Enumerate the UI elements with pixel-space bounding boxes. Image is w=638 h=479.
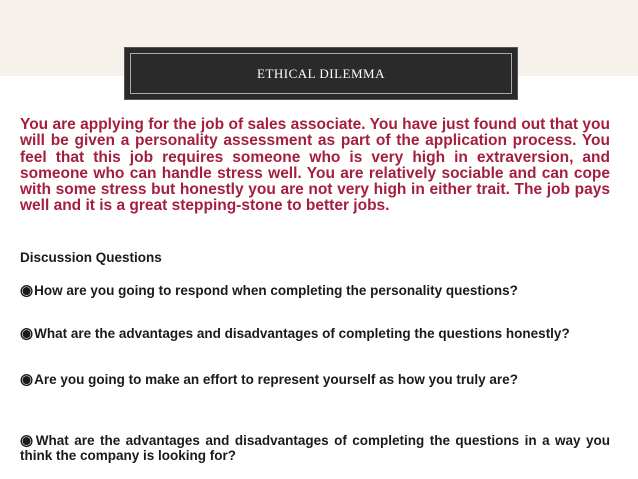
title-frame: [130, 53, 512, 94]
question-text: What are the advantages and disadvantages of completing the questions honestly?: [34, 326, 570, 341]
question-2: [20, 326, 610, 341]
question-text: How are you going to respond when completing the personality questions?: [34, 283, 518, 298]
question-1: [20, 283, 610, 298]
question-4: [20, 433, 610, 463]
bullet-icon: ◉: [20, 282, 34, 299]
scenario-text: You are applying for the job of sales associate. You have just found out that you will be given a personality assessment as part of the application process. You feel that this job requires someone who is very high in extraversion, and someone who can handle stress well. You are relatively sociable and can cope with some stress but honestly you are not very high in either trait. The job pays well and it is a great stepping-stone to better jobs.: [20, 116, 610, 215]
title-box: [124, 47, 518, 100]
bullet-icon: ◉: [20, 432, 35, 449]
discussion-heading: Discussion Questions: [20, 250, 162, 265]
question-3: [20, 372, 610, 387]
bullet-icon: ◉: [20, 325, 34, 342]
slide-title: ETHICAL DILEMMA: [257, 65, 385, 81]
question-text: Are you going to make an effort to represent yourself as how you truly are?: [34, 372, 518, 387]
bullet-icon: ◉: [20, 371, 34, 388]
question-text: What are the advantages and disadvantages of completing the questions in a way you think the company is looking for?: [20, 433, 610, 463]
